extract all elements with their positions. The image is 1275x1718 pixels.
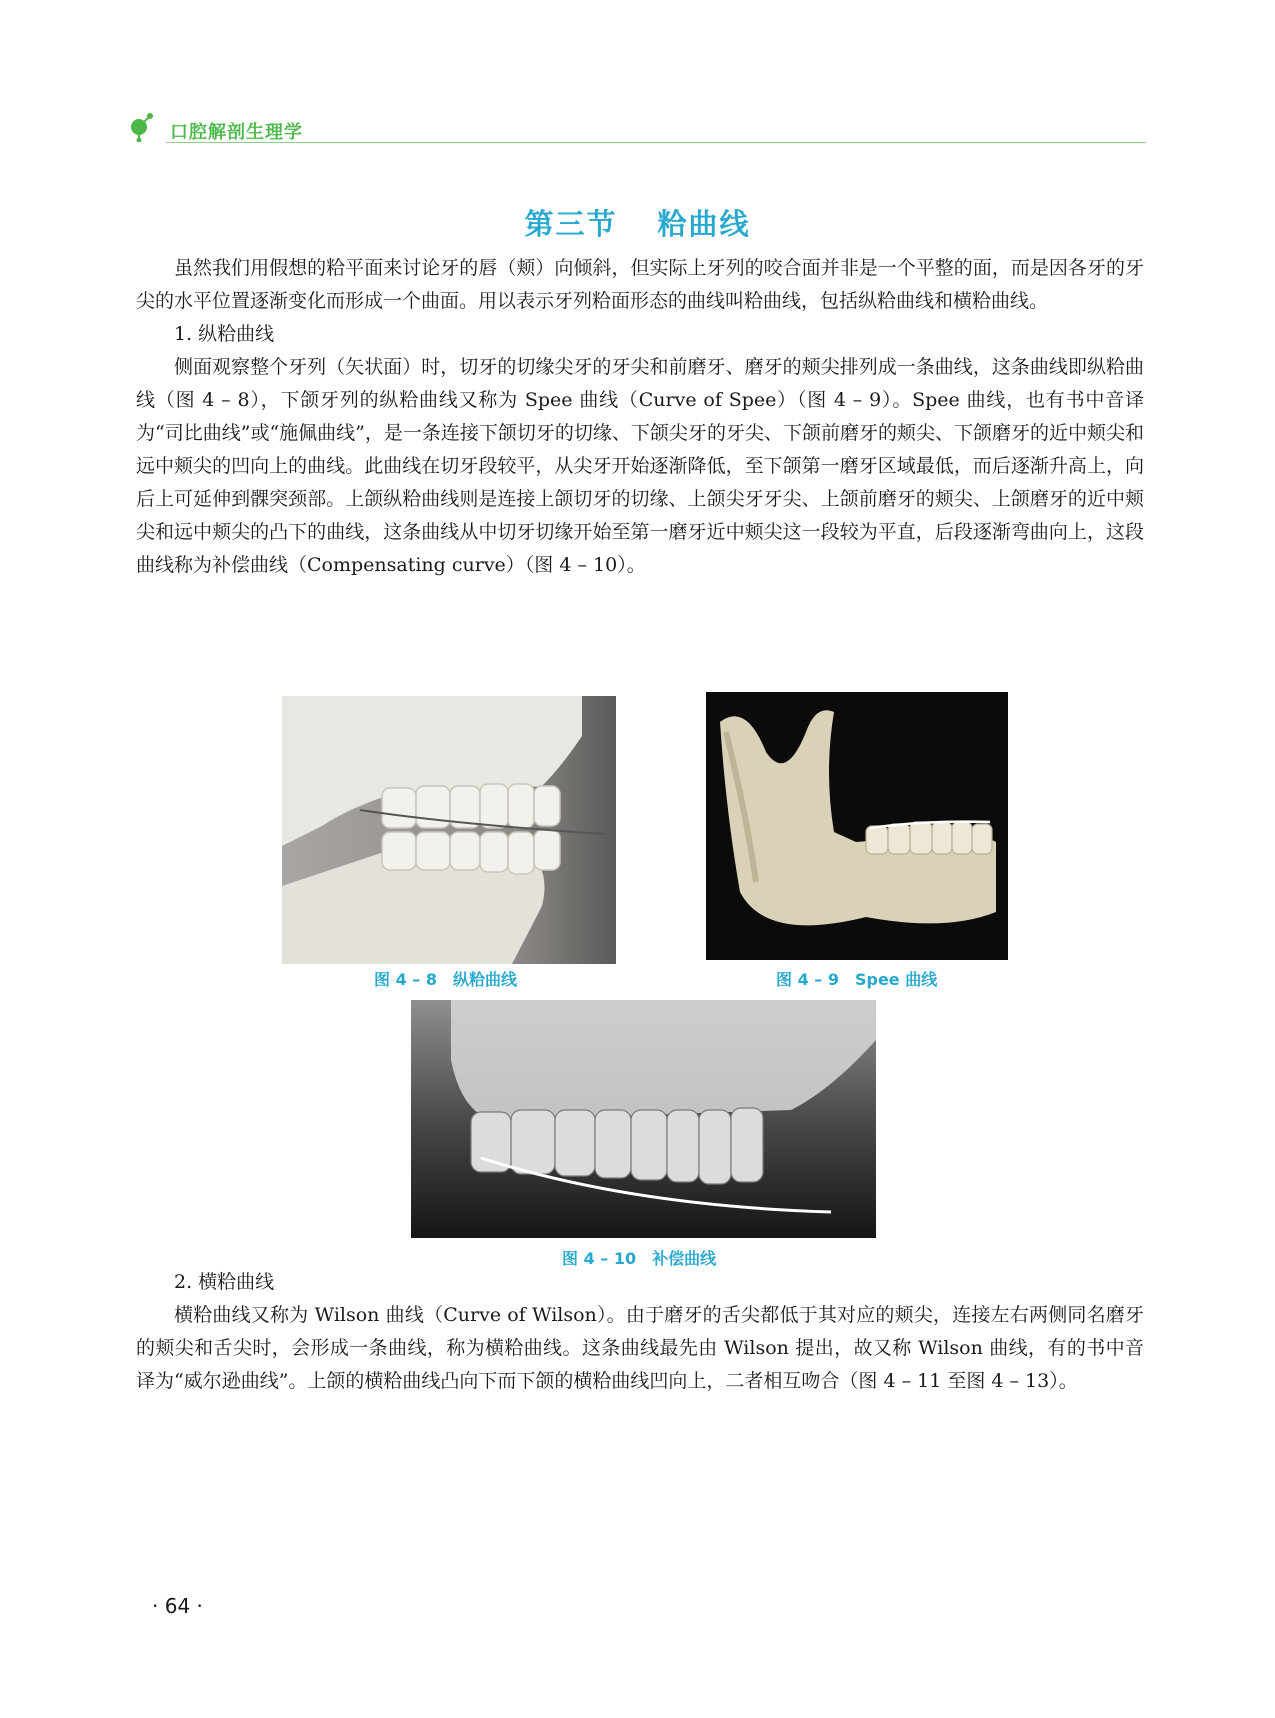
section-title bbox=[0, 202, 1275, 243]
figure-4-9-photo bbox=[706, 692, 1008, 960]
section-name: 粭曲线 bbox=[657, 207, 751, 241]
running-header bbox=[130, 98, 1146, 148]
subheading-transverse: 2. 横粭曲线 bbox=[174, 1271, 275, 1293]
figure-4-10-caption: 图 4 – 10 补偿曲线 bbox=[562, 1249, 717, 1268]
figure-4-9-caption: 图 4 – 9 Spee 曲线 bbox=[776, 970, 938, 989]
molecule-logo-icon bbox=[130, 110, 162, 142]
section-number: 第三节 bbox=[524, 207, 618, 241]
paragraph-longitudinal: 侧面观察整个牙列（矢状面）时，切牙的切缘尖牙的牙尖和前磨牙、磨牙的颊尖排列成一条曲线，这条曲线即纵粭曲线（图 4 – 8），下颌牙列的纵粭曲线又称为 Spee 曲线（Curve of Spee）（图 4 – 9）。Spee 曲线，也有书中音译为“司比曲线”或“施佩曲线”，是一条连接下颌切牙的切缘、下颌尖牙的牙尖、下颌前磨牙的颊尖、下颌磨牙的近中颊尖和远中颊尖的凹向上的曲线。此曲线在切牙段较平，从尖牙开始逐渐降低，至下颌第一磨牙区域最低，而后逐渐升高上，向后上可延伸到髁突颈部。上颌纵粭曲线则是连接上颌切牙的切缘、上颌尖牙牙尖、上颌前磨牙的颊尖、上颌磨牙的近中颊尖和远中颊尖的凸下的曲线，这条曲线从中切牙切缘开始至第一磨牙近中颊尖这一段较为平直，后段逐渐弯曲向上，这段曲线称为补偿曲线（Compensating curve）（图 4 – 10）。 bbox=[136, 356, 1144, 576]
figure-4-8-photo bbox=[282, 696, 616, 964]
paragraph-intro: 虽然我们用假想的粭平面来讨论牙的唇（颊）向倾斜，但实际上牙列的咬合面并非是一个平整的面，而是因各牙的牙尖的水平位置逐渐变化而形成一个曲面。用以表示牙列粭面形态的曲线叫粭曲线，包括纵粭曲线和横粭曲线。 bbox=[136, 257, 1144, 312]
text-block-top bbox=[136, 252, 1144, 582]
page-number: · 64 · bbox=[152, 1594, 203, 1618]
text-block-bottom bbox=[136, 1266, 1144, 1398]
figure-4-10-photo bbox=[411, 1000, 876, 1238]
header-rule bbox=[166, 142, 1146, 143]
book-title: 口腔解剖生理学 bbox=[170, 122, 303, 143]
figure-4-8-caption: 图 4 – 8 纵粭曲线 bbox=[374, 970, 517, 989]
subheading-longitudinal: 1. 纵粭曲线 bbox=[174, 323, 275, 345]
paragraph-transverse: 横粭曲线又称为 Wilson 曲线（Curve of Wilson）。由于磨牙的舌尖都低于其对应的颊尖，连接左右两侧同名磨牙的颊尖和舌尖时，会形成一条曲线，称为横粭曲线。这条曲线最先由 Wilson 提出，故又称 Wilson 曲线，有的书中音译为“威尔逊曲线”。上颌的横粭曲线凸向下而下颌的横粭曲线凹向上，二者相互吻合（图 4 – 11 至图 4 – 13）。 bbox=[136, 1304, 1144, 1392]
